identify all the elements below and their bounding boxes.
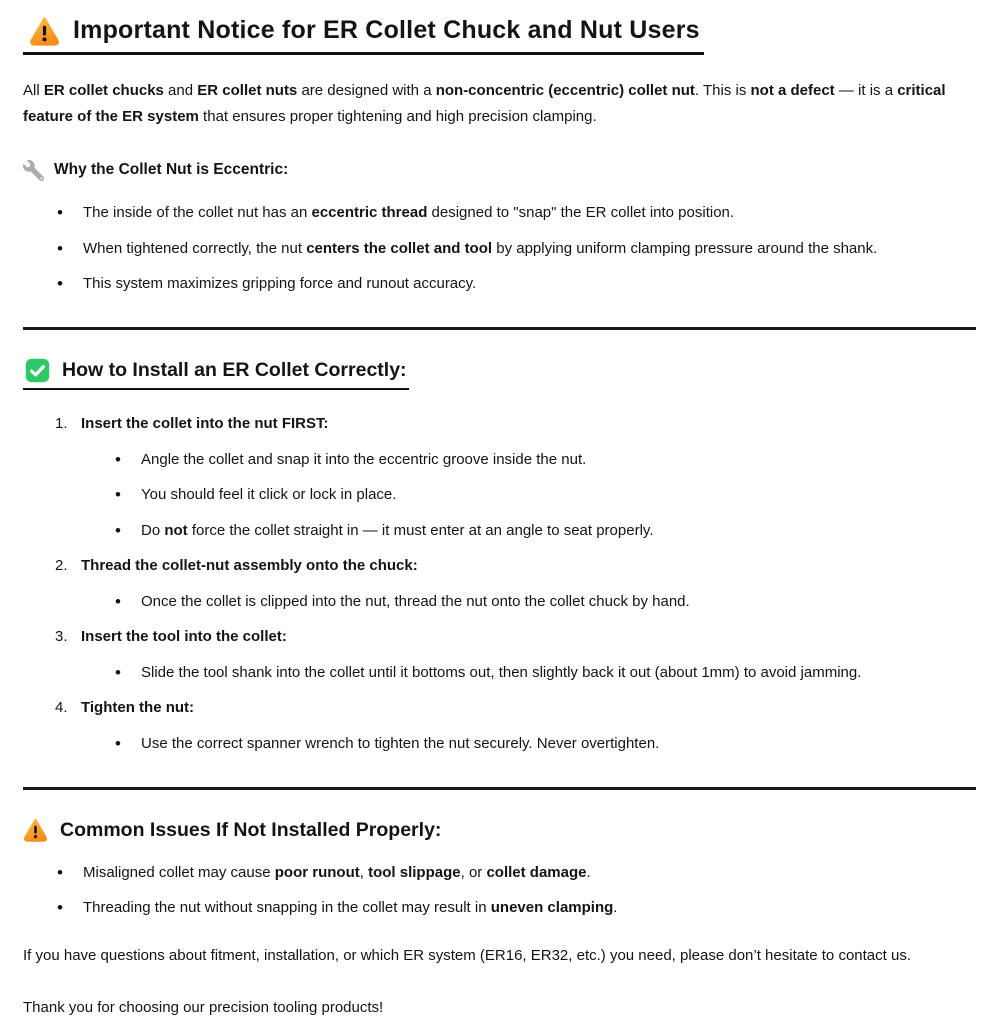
list-item: • Angle the collet and snap it into the eccentric groove inside the nut. bbox=[113, 447, 976, 473]
green-check-icon bbox=[25, 358, 50, 383]
section-divider bbox=[23, 327, 976, 330]
step-number: 4. bbox=[55, 699, 68, 716]
list-item: • Threading the nut without snapping in the collet may result in uneven clamping. bbox=[55, 895, 976, 921]
intro-paragraph: All ER collet chucks and ER collet nuts are designed with a non-concentric (eccentric) collet nut. This is not a defect — it is a critical feature of the ER system that ensures proper tightening and high precision clamping. bbox=[23, 82, 946, 125]
step-sub-bullets bbox=[55, 447, 976, 544]
issues-heading: Common Issues If Not Installed Properly: bbox=[60, 818, 442, 841]
page-title-row bbox=[23, 12, 704, 55]
install-steps-list bbox=[23, 411, 976, 757]
step-number: 2. bbox=[55, 557, 68, 574]
step-item bbox=[55, 695, 976, 757]
step-item bbox=[55, 553, 976, 615]
step-item bbox=[55, 624, 976, 686]
step-number: 1. bbox=[55, 415, 68, 432]
section-heading-issues bbox=[23, 817, 976, 843]
issues-bullet-list bbox=[23, 860, 976, 922]
list-item: • You should feel it click or lock in place. bbox=[113, 482, 976, 508]
section-heading-why bbox=[23, 157, 976, 183]
why-heading: Why the Collet Nut is Eccentric: bbox=[54, 161, 289, 178]
list-item: • Use the correct spanner wrench to tighten the nut securely. Never overtighten. bbox=[113, 731, 976, 757]
list-item: • Misaligned collet may cause poor runout, tool slippage, or collet damage. bbox=[55, 860, 976, 886]
step-sub-bullets bbox=[55, 660, 976, 686]
page-title: Important Notice for ER Collet Chuck and Nut Users bbox=[73, 16, 700, 44]
step-sub-bullets bbox=[55, 731, 976, 757]
step-title: Insert the collet into the nut FIRST: bbox=[81, 415, 329, 432]
thanks-paragraph: Thank you for choosing our precision tooling products! bbox=[23, 999, 384, 1016]
list-item: • Do not force the collet straight in — it must enter at an angle to seat properly. bbox=[113, 518, 976, 544]
step-number: 3. bbox=[55, 628, 68, 645]
list-item: • This system maximizes gripping force and runout accuracy. bbox=[55, 271, 976, 297]
section-divider bbox=[23, 787, 976, 790]
step-title: Insert the tool into the collet: bbox=[81, 628, 287, 645]
why-bullet-list bbox=[23, 200, 976, 297]
list-item: • Slide the tool shank into the collet until it bottoms out, then slightly back it out (about 1mm) to avoid jamming. bbox=[113, 660, 976, 686]
contact-paragraph: If you have questions about fitment, installation, or which ER system (ER16, ER32, etc.) you need, please don’t hesitate to contact us. bbox=[23, 947, 911, 964]
list-item: • When tightened correctly, the nut centers the collet and tool by applying uniform clamping pressure around the shank. bbox=[55, 236, 976, 262]
install-heading: How to Install an ER Collet Correctly: bbox=[62, 359, 407, 381]
section-heading-install bbox=[23, 357, 409, 390]
step-sub-bullets bbox=[55, 589, 976, 615]
warning-icon bbox=[23, 817, 48, 842]
warning-icon bbox=[29, 15, 60, 46]
list-item: • The inside of the collet nut has an eccentric thread designed to "snap" the ER collet into position. bbox=[55, 200, 976, 226]
step-title: Thread the collet-nut assembly onto the chuck: bbox=[81, 557, 418, 574]
wrench-icon bbox=[23, 160, 44, 181]
step-title: Tighten the nut: bbox=[81, 699, 195, 716]
list-item: • Once the collet is clipped into the nut, thread the nut onto the collet chuck by hand. bbox=[113, 589, 976, 615]
step-item bbox=[55, 411, 976, 544]
